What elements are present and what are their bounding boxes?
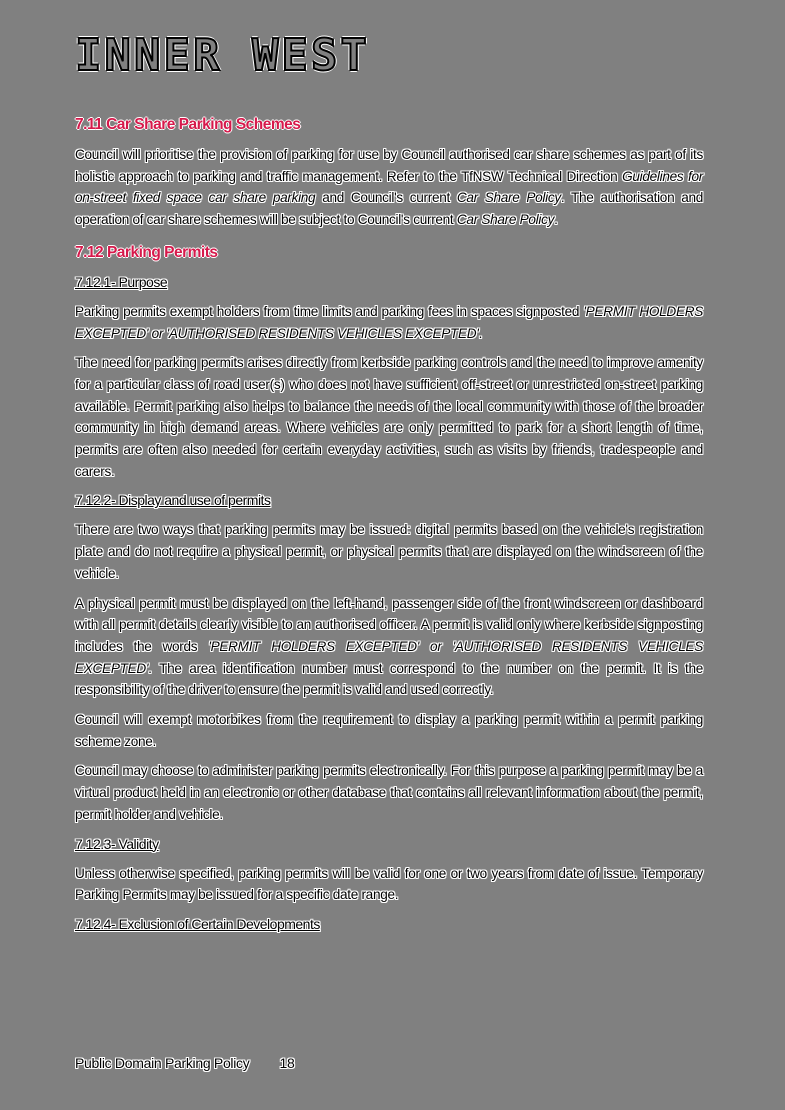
text-run: Council will prioritise the provision of parking for use by Council authorised car share schemes as part of its holistic approach to parking and traffic management. Refer to the TfNSW Technical Direction xyxy=(75,147,703,184)
subsection-heading-display-use: 7.12.2- Display and use of permits xyxy=(75,492,271,509)
text-run: A physical permit must be displayed on the left-hand, passenger side of the front windscreen or dashboard with all permit details clearly visible to an authorised officer. A permit is valid only where kerbside signposting includes the words xyxy=(75,595,703,654)
subsection-heading-validity: 7.12.3- Validity xyxy=(75,835,159,852)
car-share-paragraph xyxy=(75,144,703,231)
italic-reference-car-share-policy: Car Share Policy xyxy=(456,190,561,206)
italic-reference-guidelines: Guidelines for on-street fixed space car share parking xyxy=(75,168,703,206)
purpose-paragraph-2: The need for parking permits arises directly from kerbside parking controls and the need to improve amenity for a particular class of road user(s) who does not have sufficient off-street or unrestricted on-street parking available. Permit parking also helps to balance the needs of the local community with those of the broader community in high demand areas. Where vehicles are only permitted to park for a short length of time, permits are often also needed for certain everyday activities, such as visits by friends, tradespeople and carers. xyxy=(75,355,703,479)
display-paragraph-4: Council may choose to administer parking permits electronically. For this purpose a parking permit may be a virtual product held in an electronic or other database that contains all relevant information about the permit, permit holder and vehicle. xyxy=(75,763,703,822)
logo-text: INNER WEST xyxy=(75,30,370,81)
display-paragraph-2 xyxy=(75,593,703,702)
display-paragraph-1: There are two ways that parking permits may be issued: digital permits based on the vehicle's registration plate and do not require a physical permit, or physical permits that are displayed on the windscreen of the vehicle. xyxy=(75,522,703,581)
text-run: . xyxy=(478,325,483,341)
inner-west-logo xyxy=(75,30,370,81)
document-body xyxy=(75,114,703,943)
text-run: . The area identification number must correspond to the number on the permit. It is the responsibility of the driver to ensure the permit is valid and used correctly. xyxy=(75,660,703,698)
italic-signage-text: 'PERMIT HOLDERS EXCEPTED' or 'AUTHORISED RESIDENTS VEHICLES EXCEPTED' xyxy=(75,638,703,676)
subsection-heading-purpose: 7.12.1- Purpose xyxy=(75,273,168,290)
text-run: . xyxy=(554,212,558,228)
text-run: . The authorisation and operation of car share schemes will be subject to Council's current xyxy=(75,190,703,228)
text-run: and Council's current xyxy=(315,190,457,206)
section-heading-7-12: 7.12 Parking Permits xyxy=(75,243,218,261)
footer-page-number: 18 xyxy=(279,1055,295,1071)
subsection-heading-exclusion: 7.12.4- Exclusion of Certain Developments xyxy=(75,915,320,932)
text-run: Parking permits exempt holders from time limits and parking fees in spaces signposted xyxy=(75,303,584,319)
section-heading-7-11: 7.11 Car Share Parking Schemes xyxy=(75,116,301,133)
footer-document-title: Public Domain Parking Policy xyxy=(75,1055,250,1071)
page-footer xyxy=(75,1053,294,1073)
display-paragraph-3: Council will exempt motorbikes from the requirement to display a parking permit within a permit parking scheme zone. xyxy=(75,712,703,749)
validity-paragraph: Unless otherwise specified, parking permits will be valid for one or two years from date of issue. Temporary Parking Permits may be issued for a specific date range. xyxy=(75,865,703,903)
italic-reference-car-share-policy: Car Share Policy xyxy=(456,212,555,228)
italic-signage-text: 'PERMIT HOLDERS EXCEPTED' or 'AUTHORISED RESIDENTS VEHICLES EXCEPTED' xyxy=(75,303,704,341)
purpose-paragraph-1 xyxy=(75,301,703,344)
